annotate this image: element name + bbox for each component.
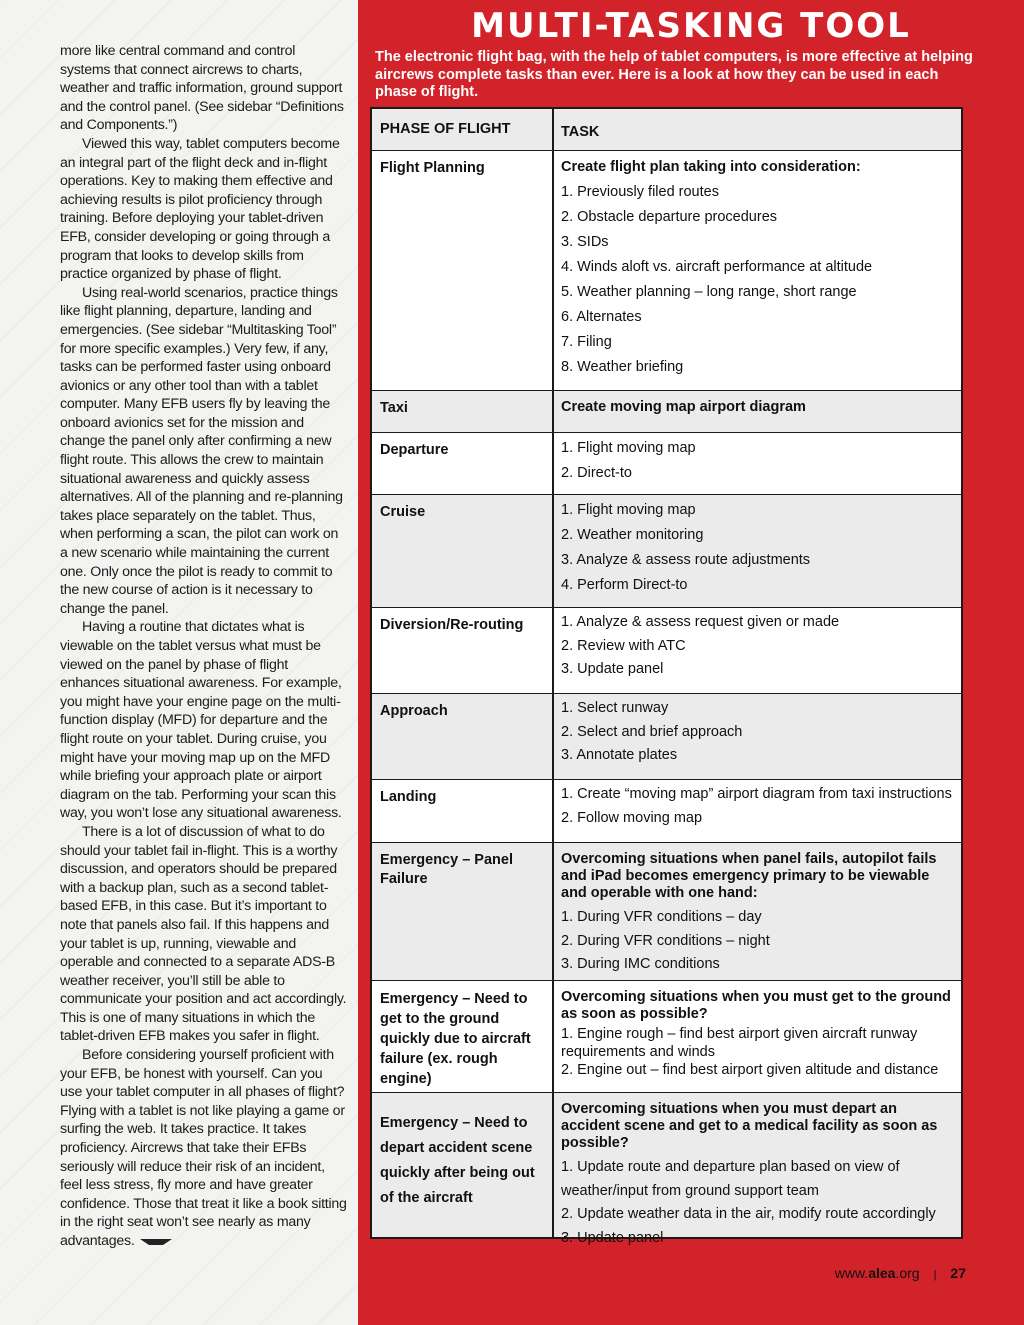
table-row (372, 981, 961, 1093)
task-item: 7. Filing (561, 334, 612, 350)
task-cell (561, 783, 957, 830)
phase-cell: Emergency – Need to depart accident scene quickly after being out of the aircraft (380, 1115, 535, 1206)
task-item: 4. Perform Direct-to (561, 577, 688, 593)
task-item: 2. Weather monitoring (561, 527, 704, 543)
footer-url-suffix: .org (895, 1265, 920, 1281)
task-item: 3. Analyze & assess route adjustments (561, 552, 811, 568)
article-paragraph: Using real-world scenarios, practice things like flight planning, departure, landing and emergencies. (See sidebar “Multitasking Tool” for more specific examples.) Very few, if any, tasks can be performed faster using onboard avionics or any other tool than with a tablet computer. Many EFB users fly by leaving the onboard avionics set for the mission and change the panel only after confirming a new flight route. This allows the crew to maintain situational awareness and quickly assess alternatives. All of the planning and re-planning takes place separately on the tablet. Thus, when performing a scan, the pilot can work on a new scenario while maintaining the current one. Only once the pilot is ready to commit to the new course of action is it necessary to change the panel. (60, 284, 343, 617)
task-item: 2. Review with ATC (561, 637, 686, 654)
phase-cell: Landing (380, 789, 437, 805)
table-row (372, 608, 961, 694)
task-item: 1. Flight moving map (561, 440, 696, 456)
table-row (372, 433, 961, 495)
task-heading: Create flight plan taking into consideration: (561, 159, 861, 175)
task-item: 8. Weather briefing (561, 359, 684, 375)
header-phase: PHASE OF FLIGHT (380, 121, 511, 137)
article-paragraph: more like central command and control systems that connect aircrews to charts, weather and traffic information, ground support and the control panel. (See sidebar “Definitions and Components.”) (60, 43, 344, 134)
article-paragraph-text: Before considering yourself proficient with your EFB, be honest with yourself. Can you use your tablet computer in all phases of flight? Flying with a tablet is not like playing a game or surfing the web. It takes practice. It takes proficiency. Aircrews that take their EFBs seriously will reduce their risk of an incident, feel less stress, fly more and have greater confidence. Those that treat it like a book sitting in the right seat won’t see nearly as many advantages. (60, 1047, 347, 1249)
table-row (372, 1093, 961, 1246)
task-item: 6. Alternates (561, 309, 642, 325)
task-item: 3. Update panel (561, 1229, 664, 1246)
task-heading: Create moving map airport diagram (561, 399, 806, 415)
article-paragraph: Viewed this way, tablet computers become an integral part of the flight deck and in-flight operations. Key to making them effective and achieving results is pilot proficiency through training. Before deploying your tablet-driven EFB, consider developing or going through a program that looks to develop skills from practice organized by phase of flight. (60, 135, 340, 283)
sidebar-panel (358, 0, 1024, 1325)
table-row (372, 694, 961, 780)
task-item: 2. Engine out – find best airport given altitude and distance (561, 1062, 939, 1078)
task-cell (561, 851, 957, 977)
task-item: 1. Flight moving map (561, 502, 696, 518)
task-item: 3. During IMC conditions (561, 956, 720, 972)
task-cell (561, 159, 957, 380)
table-header-row (372, 109, 961, 151)
phase-cell: Taxi (380, 400, 408, 416)
task-cell (561, 498, 957, 598)
task-item: 5. Weather planning – long range, short range (561, 284, 857, 300)
task-item: 1. Update route and departure plan based on view of weather/input from ground support team (561, 1159, 900, 1199)
phase-cell: Departure (380, 442, 449, 458)
task-item: 1. Analyze & assess request given or made (561, 614, 840, 630)
page-footer (835, 1265, 966, 1281)
table-row (372, 391, 961, 433)
phase-cell: Approach (380, 703, 448, 719)
task-item: 2. Follow moving map (561, 809, 703, 826)
task-item: 3. Update panel (561, 661, 664, 677)
phase-cell: Diversion/Re-routing (380, 617, 524, 633)
phase-cell: Emergency – Panel Failure (380, 852, 513, 887)
task-item: 3. SIDs (561, 234, 609, 250)
task-item: 2. Select and brief approach (561, 723, 743, 740)
task-item: 1. During VFR conditions – day (561, 909, 762, 925)
article-paragraph: There is a lot of discussion of what to do should your tablet fail in-flight. This is a worthy discussion, and operators should be prepared with a backup plan, such as a second tablet-based EFB, in this case. But it’s important to note that panels also fail. If this happens and your tablet is up, running, viewable and operable and connected to a separate ADS-B weather receiver, you’ll still be able to communicate your position and act accordingly. This is one of many situations in which the tablet-driven EFB makes you safer in flight. (60, 823, 347, 1045)
table-row (372, 780, 961, 843)
task-item: 3. Annotate plates (561, 747, 678, 763)
sidebar-title: MULTI-TASKING TOOL (471, 6, 911, 46)
task-item: 2. Update weather data in the air, modify route accordingly (561, 1206, 936, 1222)
end-mark-icon (139, 1236, 173, 1246)
page-number: 27 (950, 1265, 966, 1281)
task-item: 1. Select runway (561, 700, 669, 716)
task-heading: Overcoming situations when you must get to the ground as soon as possible? (561, 989, 951, 1022)
task-cell (561, 1101, 957, 1250)
sidebar-intro: The electronic flight bag, with the help of tablet computers, is more effective at helping aircrews complete tasks than ever. Here is a look at how they can be used in each phase of flight. (375, 49, 973, 100)
task-item: 1. Previously filed routes (561, 184, 719, 200)
task-item: 1. Create “moving map” airport diagram from taxi instructions (561, 786, 952, 802)
phase-cell: Flight Planning (380, 160, 485, 176)
task-item: 1. Engine rough – find best airport given aircraft runway requirements and winds (561, 1026, 918, 1060)
task-cell (561, 436, 957, 486)
table-row (372, 495, 961, 608)
task-cell (561, 697, 957, 768)
phase-cell: Emergency – Need to get to the ground quickly due to aircraft failure (ex. rough engine) (380, 991, 531, 1087)
article-paragraph (60, 1046, 348, 1251)
footer-url-prefix: www. (834, 1265, 869, 1281)
article-column (60, 42, 348, 1251)
task-cell (561, 989, 957, 1079)
task-item: 2. Direct-to (561, 465, 632, 481)
task-item: 2. During VFR conditions – night (561, 932, 770, 949)
column-divider (552, 109, 554, 1237)
phase-cell: Cruise (380, 504, 426, 520)
article-paragraph: Having a routine that dictates what is viewable on the tablet versus what must be viewed on the panel by phase of flight enhances situational awareness. For example, you might have your engine page on the multi-function display (MFD) for departure and the flight route on your tablet. During cruise, you might have your moving map up on the MFD while briefing your approach plate or airport diagram on the tab. Performing your scan this way, you won’t lose any situational awareness. (60, 619, 342, 822)
task-heading: Overcoming situations when panel fails, autopilot fails and iPad becomes emergency primary to be viewable and operable with one hand: (561, 851, 937, 901)
task-heading: Overcoming situations when you must depart an accident scene and get to a medical facility as soon as possible? (561, 1101, 938, 1151)
task-cell (561, 399, 957, 420)
table-row (372, 151, 961, 391)
table-row (372, 843, 961, 981)
task-item: 4. Winds aloft vs. aircraft performance at altitude (561, 259, 873, 275)
footer-separator: | (933, 1269, 937, 1281)
task-item: 2. Obstacle departure procedures (561, 209, 778, 225)
phase-task-table (370, 107, 963, 1246)
task-cell (561, 611, 957, 682)
footer-url-bold: alea (868, 1265, 896, 1281)
header-task: TASK (561, 124, 600, 140)
